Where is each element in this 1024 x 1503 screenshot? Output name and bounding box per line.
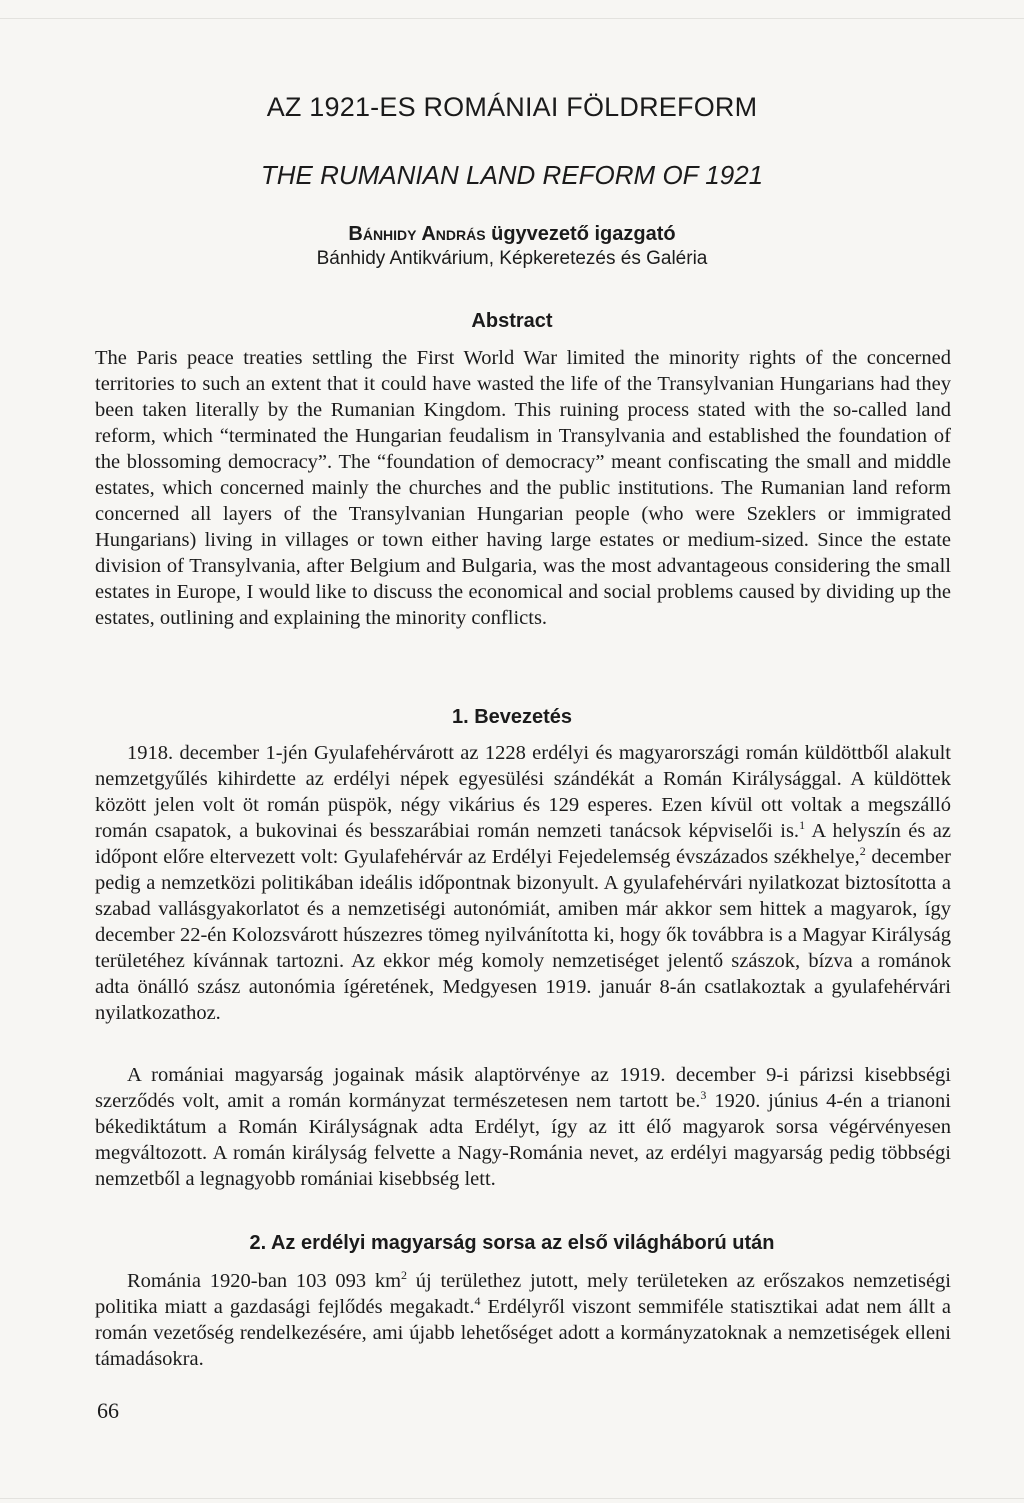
author-affiliation: Bánhidy Antikvárium, Képkeretezés és Galéria xyxy=(316,248,708,269)
footnote-ref: 1 xyxy=(799,818,806,832)
paragraph-text: 1918. december 1-jén Gyulafehérvárott az 1228 erdélyi és magyarországi román küldöttből alakult nemzetgyűlés kihirdette az erdélyi népek egyesülési szándékát a Román Királysággal. A küldöttek között jelen volt öt román püspök, négy vikárius és 129 esperes. Ezen kívül ott voltak a megszálló román csapatok, a bukovinai és besszarábiai román nemzeti tanácsok képviselői is. xyxy=(95,742,951,842)
section-1-paragraph-2 xyxy=(95,1062,951,1192)
paper-subtitle: THE RUMANIAN LAND REFORM OF 1921 xyxy=(260,160,764,190)
abstract-text: The Paris peace treaties settling the First World War limited the minority rights of the concerned territories to such an extent that it could have wasted the life of the Transylvanian Hungarians had they been taken literally by the Rumanian Kingdom. This ruining process stated with the so-called land reform, which “terminated the Hungarian feudalism in Transylvania and established the foundation of the blossoming democracy”. The “foundation of democracy” meant confiscating the small and middle estates, which concerned mainly the churches and the public institutions. The Rumanian land reform concerned all layers of the Transylvanian Hungarian people (who were Szeklers or immigrated Hungarians) living in villages or town either having large estates or medium-sized. Since the estate division of Transylvania, after Belgium and Bulgaria, was the most advantageous considering the small estates in Europe, I would like to discuss the economical and social problems caused by dividing up the estates, outlining and explaining the minority conflicts. xyxy=(95,347,951,629)
author-role: ügyvezető igazgató xyxy=(491,223,676,245)
section-1-heading: 1. Bevezetés xyxy=(451,706,573,728)
paragraph-text: új területhez jutott, mely területeken az erőszakos nemzetiségi politika miatt a gazdasági fejlődés megakadt. xyxy=(95,1270,951,1318)
section-2-heading: 2. Az erdélyi magyarság sorsa az első világháború után xyxy=(249,1232,775,1254)
footnote-ref: 2 xyxy=(859,844,866,858)
section-1-paragraph-1 xyxy=(95,740,951,1026)
superscript: 2 xyxy=(401,1268,408,1282)
section-2-paragraph-1 xyxy=(95,1268,951,1372)
abstract-heading: Abstract xyxy=(471,310,553,332)
paper-title: AZ 1921-ES ROMÁNIAI FÖLDREFORM xyxy=(266,92,758,122)
paragraph-text: A romániai magyarság jogainak másik alaptörvénye az 1919. december 9-i párizsi kisebbségi szerződés volt, amit a román kormányzat természetesen nem tartott be. xyxy=(95,1064,951,1112)
page-number: 66 xyxy=(97,1398,119,1423)
author-line xyxy=(0,223,1024,246)
paragraph-text: 1920. június 4-én a trianoni békediktátum a Román Királyságnak adta Erdélyt, így az itt élő magyarok sorsa végérvényesen megváltozott. A román királyság felvette a Nagy-Románia nevet, az erdélyi magyarság pedig többségi nemzetből a legnagyobb romániai kisebbség lett. xyxy=(95,1090,951,1190)
paragraph-text: A helyszín és az időpont előre eltervezett volt: Gyulafehérvár az Erdélyi Fejedelemség évszázados székhelye, xyxy=(95,820,951,868)
scan-artifact-line xyxy=(0,18,1024,19)
paragraph-text: Erdélyről viszont semmiféle statisztikai adat nem állt a román vezetőség rendelkezésére, ami újabb lehetőséget adott a kormányzatoknak a nemzetiségek elleni támadásokra. xyxy=(95,1296,951,1370)
author-name: Bánhidy András xyxy=(348,223,486,245)
scan-artifact-line xyxy=(0,1498,1024,1499)
paragraph-text: december pedig a nemzetközi politikában ideális időpontnak bizonyult. A gyulafehérvári nyilatkozat biztosította a szabad vallásgyakorlatot és a nemzetiségi autonómiát, amiben már akkor sem hittek a magyarok, így december 22-én Kolozsvárott húszezres tömeg nyilvánította ki, hogy ők továbbra is a Magyar Királyság területéhez kívánnak tartozni. Az ekkor még komoly nemzetiséget jelentő szászok, bízva a románok adta önálló szász autonómia ígéretének, Medgyesen 1919. január 8-án csatlakoztak a gyulafehérvári nyilatkozathoz. xyxy=(95,846,951,1024)
paragraph-text: Románia 1920-ban 103 093 km xyxy=(127,1270,402,1292)
footnote-ref: 4 xyxy=(474,1294,481,1308)
footnote-ref: 3 xyxy=(700,1088,707,1102)
